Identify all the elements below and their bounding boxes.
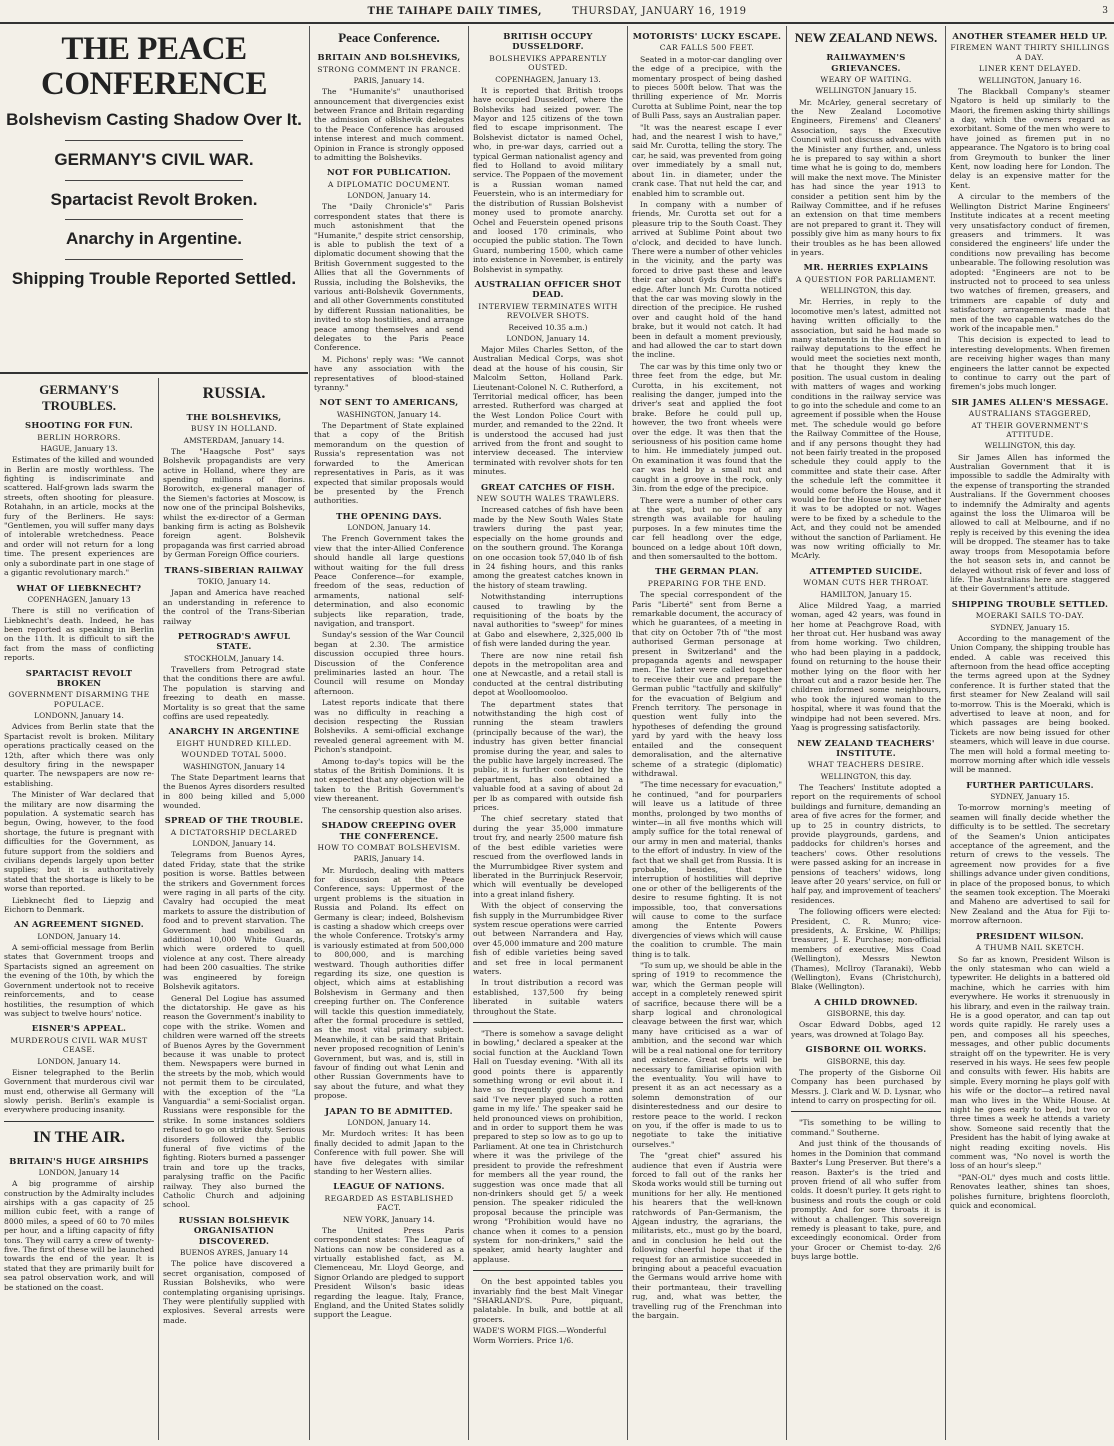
subheadline: INTERVIEW TERMINATES WITH REVOLVER SHOTS. bbox=[478, 301, 618, 321]
divider bbox=[473, 1022, 623, 1023]
lead-line-4: Anarchy in Argentine. bbox=[65, 229, 242, 249]
column-4 bbox=[469, 26, 627, 1440]
subheadline: WEARY OF WAITING. bbox=[820, 74, 912, 84]
article-text: M. Pichons' reply was: "We cannot have any association with the representatives of blood-stained tyranny." bbox=[314, 354, 464, 393]
dateline: WELLINGTON, this day. bbox=[820, 286, 912, 296]
advertisement: On the best appointed tables you invariably find the best Malt Vinegar "SHARLAND'S. Pure, piquant, palatable. In bulk, and bottle at all grocers. bbox=[473, 1277, 623, 1324]
article-text: The Minister of War declared that the military are now disarming the population. A systematic search has begun, Owing, however, to the food shortage, the future is pregnant with difficulties for the Government, as future support from the soldiers and civilians depends largely upon better supplies; but it is authoritatively stated that the shortage is likely to be worse than reported. bbox=[4, 790, 154, 894]
headline: SPARTACIST REVOLT BROKEN bbox=[25, 667, 133, 688]
masthead bbox=[0, 0, 1114, 24]
article-text: The department states that notwithstanding the high cost of running the steam trawlers (principally because of the war), the industry has given better financial promise during the year, and sales to the public have largely increased. The public, it is further contended by the department, has also obtained a valuable food at a saving of about 2d per lb as compared with outside fish prices. bbox=[473, 699, 623, 813]
article-text: "To sum up, we should be able in the spring of 1919 to recommence the war, which the German people will accept in a completely renewed spirit of sacrifice, because there will be a sharp logical and chronological cleavage between the first war, which many have criticised as a war of ambition, and the second war which will be a real national one for territory and existence. Great efforts will be necessary to familiarise opinion with the eventuality. You will have to present it as an act necessary as a solemn demonstration of our disinterestedness and our desire to restore peace to the world. I reckon on you, if the offer is made to us to negotiate to take the initiative ourselves." bbox=[632, 961, 782, 1149]
article-text: With the object of conserving the fish supply in the Murrumbidgee River system rescue operations were carried out between Narrandera and Hay, over 45,000 immature and 200 mature fish of edible varieties being saved and set free in local permanent waters. bbox=[473, 901, 624, 976]
headline: SHADOW CREEPING OVER THE CONFERENCE. bbox=[321, 820, 457, 841]
article-text: A big programme of airship construction by the Admiralty includes airships with a gas capacity of 25 million cubic feet, with a range of 8000 miles, a speed of 60 to 70 miles per hour, and a lifting capacity of fifty tons. They will carry a crew of twenty-five. The first of these will be launched towards the end of the year. It is stated that they are primarily built for sea patrol observation work, and will be stationed on the coast. bbox=[4, 1179, 154, 1292]
subheadline: FIREMEN WANT THIRTY SHILLINGS A DAY. bbox=[950, 43, 1110, 62]
lead-line-5: Shipping Trouble Reported Settled. bbox=[11, 269, 297, 289]
headline: WHAT OF LIEBKNECHT? bbox=[16, 582, 142, 593]
article-text: Liebknecht fled to Liepzig and Eichorn to Denmark. bbox=[4, 895, 154, 915]
section-title: IN THE AIR. bbox=[33, 1128, 125, 1146]
headline: ATTEMPTED SUICIDE. bbox=[809, 565, 923, 576]
subheadline: A DICTATORSHIP DECLARED bbox=[170, 827, 298, 837]
headline: LEAGUE OF NATIONS. bbox=[333, 1181, 445, 1192]
headline: BRITAIN AND BOLSHEVIKS, bbox=[317, 52, 461, 63]
lead-headlines bbox=[0, 26, 308, 374]
headline: SIR JAMES ALLEN'S MESSAGE. bbox=[951, 396, 1109, 407]
column-5 bbox=[628, 26, 786, 1440]
dateline: COPENHAGEN, January 13 bbox=[27, 594, 131, 604]
article-text: The United Press Paris correspondent states: The League of Nations can now be considered as a virtually established fact, as M. Clemenceau, Mr. Lloyd George, and Signor Orlando are pledged to support President Wilson's basic ideas regarding the league. Italy, France, England, and the United States solidly support the League. bbox=[314, 1225, 464, 1320]
article-text: The chief secretary stated that during the year 35,000 immature trout fry, and nearly 2500 mature fish of the best edible varieties were rescued from the overflowed lands in the Murrumbidgee River system and liberated in the Burrinjuck Reservoir, which will eventually be developed into a great inland fishery. bbox=[473, 814, 623, 899]
page-number: 3 bbox=[1102, 6, 1108, 16]
lead-line-2: GERMANY'S CIVIL WAR. bbox=[54, 149, 254, 169]
headline: BRITAIN'S HUGE AIRSHIPS bbox=[9, 1155, 149, 1166]
article-text: To-morrow morning's meeting of seamen will finally decide whether the difficulty is to be settled. The secretary of the Seamen's Union anticipates acceptance of the agreement, and the return of crews to the vessels. The agreement now provides for a five shillings advance under given conditions, in place of the proposed bonus, to which the seamen took exception. The Moeraki and Maheno are advertised to sail for New Zealand and the Atua for Fiji to-morrow afternoon. bbox=[950, 803, 1110, 926]
dateline: WASHINGTON, January 14 bbox=[183, 761, 285, 771]
article-text: The French Government takes the view that the inter-Allied Conference should handle all large questions without waiting for the full dress Peace Conference—for example, freedom of the seas, reduction of armaments, national self-determination, and also economic subjects like reparation, trade, navigation, and transport. bbox=[314, 534, 464, 628]
column-3 bbox=[310, 26, 468, 1440]
article-text: "The time necessary for evacuation," he continued, "and for pourparlers will leave us a latitude of three months, prolonged by two months of winter—in all five months which will amply suffice for the total renewal of our army in men and material, thanks to the effort of industry. In view of the fact that we shall get from Russia. It is probable, besides, that the interruption of hostilities will deprive one or other of the belligerents of the desire to resume fighting. It is not impossible, too, that conversations will cause to come to the surface among the Entente Powers divergencies of views which will cause the coalition to crumble. The main thing is to talk. bbox=[632, 780, 782, 959]
article-text: Among to-day's topics will be the status of the British Dominions. It is not expected that any objection will be taken to the British Government's view thereanent. bbox=[314, 756, 464, 804]
headline: RUSSIAN BOLSHEVIK ORGANISATION DISCOVERED. bbox=[178, 1214, 290, 1246]
article-text: Increased catches of fish have been made by the New South Wales State trawlers during the past year, especially on the home grounds and on the southern ground. The Koranga on one occasion took 57,040 lb of fish in 24 fishing hours, and this ranks among the greatest catches known in the history of steam trawling. bbox=[473, 505, 623, 590]
headline: GISBORNE OIL WORKS. bbox=[805, 1044, 927, 1055]
lead-line-1: Bolshevism Casting Shadow Over It. bbox=[6, 110, 302, 130]
subheadline: A QUESTION FOR PARLIAMENT. bbox=[795, 274, 937, 284]
subheadline: WHAT TEACHERS DESIRE. bbox=[807, 760, 925, 770]
advertisement: "PAN-OL" dyes much and costs little. Renovates leather, shines tan shoes, polishes furniture, brightens floorcloth, quick and economical. bbox=[950, 1172, 1110, 1211]
subheadline: BOLSHEVIKS APPARENTLY OUSTED. bbox=[489, 53, 607, 73]
headline: NOT FOR PUBLICATION. bbox=[327, 167, 451, 178]
headline: AN AGREEMENT SIGNED. bbox=[14, 919, 144, 930]
headline: ANARCHY IN ARGENTINE bbox=[168, 726, 300, 737]
dateline: LONDON, January 14. bbox=[37, 931, 121, 941]
headline: NOT SENT TO AMERICANS, bbox=[319, 397, 459, 408]
subheadline: EIGHT HUNDRED KILLED. bbox=[176, 738, 292, 748]
article-text: Notwithstanding interruptions caused to trawling by the requisitioning of the boats by the naval authorities to "sweep" for mines at Gabo and elsewhere, 2,325,000 lb of fish were landed during the year. bbox=[473, 592, 623, 649]
section-title: Peace Conference. bbox=[338, 30, 440, 45]
divider bbox=[65, 259, 243, 260]
column-6 bbox=[787, 26, 945, 1440]
dateline: WASHINGTON, January 14. bbox=[336, 409, 442, 419]
headline: SHOOTING FOR FUN. bbox=[25, 420, 133, 431]
article-text: The property of the Gisborne Oil Company has been purchased by Messrs. J. Clark and W. D. Lysnar, who intend to carry on prospecting for oil. bbox=[791, 1067, 941, 1106]
article-text: The following officers were elected: President, C. R. Munro; vice-presidents, A. Erskine, W. Phillips; treasurer, J. E. Purchase; non-official members of executive, Miss Coad (Wellington), Messrs Newton (Thames), McIlroy (Taranaki), Webb (Wellington), Evans (Christchurch), Blake (Wellington). bbox=[791, 907, 941, 992]
article-text: There were a number of other cars at the spot, but no rope of any strength was available for hauling purposes. In a few minutes time the car fell headlong over the edge, bounced on a ledge about 10ft down, and then somersaulted to the bottom. bbox=[632, 495, 782, 561]
article-text: Sunday's session of the War Council began at 2.30. The armistice discussion occupied three hours. Discussion of the Conference preliminaries lasted an hour. The Council will resume on Monday afternoon. bbox=[314, 630, 464, 696]
dateline: HAGUE, January 13. bbox=[40, 444, 118, 454]
headline: THE GERMAN PLAN. bbox=[655, 566, 759, 577]
article-text: According to the management of the Union Company, the shipping trouble has ended. A cable was received this afternoon from the head office accepting the terms agreed upon at the Sydney conference. It is further stated that the first steamer for New Zealand will sail to-morrow. This is the Moeraki, which is advertised to leave at noon, and for which passages are being booked. Tickets are now being issued for other steamers, which will leave in due course. The men will hold a formal meeting to-morrow morning after which idle vessels will be manned. bbox=[950, 633, 1110, 775]
column-7 bbox=[946, 26, 1114, 1440]
article-text: Japan and America have reached an understanding in reference to the control of the Trans-Siberian railway bbox=[163, 588, 305, 626]
dateline: AMSTERDAM, January 14. bbox=[183, 435, 285, 445]
divider bbox=[65, 219, 243, 220]
divider bbox=[65, 140, 243, 141]
article-text: The special correspondent of the Paris "Liberté" sent from Berne a remarkable document, the accuracy of which he guarantees, of a meeting in that city on October 7th of "the most authorised German personage at present in Switzerland" and the propaganda agents and newspaper men. The latter were called together to receive their cue and prepare the German public "tactfully and skilfully" for the evacuation of Belgium and French territory. The personage in question went fully into the hypotheses of defending the ground yard by yard with the heavy loss entailed and the consequent demoralisation, and the alternative scheme of a strategic (diplomatic) withdrawal. bbox=[632, 590, 782, 778]
advertisement: WADE'S WORM FIGS.—Wonderful Worm Worriers. Price 1/6. bbox=[473, 1326, 607, 1345]
article-text: In company with a number of friends, Mr. Curotta set out for a pleasure trip to the South Coast. They arrived at Sublime Point about two o'clock, and decided to have lunch. There were a number of other vehicles in the vicinity, and the party was forced to drive past these and leave their car about 6yds from the cliff's edge. After lunch Mr. Curotta noticed that the car was moving slowly in the direction of the precipice. He rushed over and caught hold of the hand brake, but it would not catch. It had been in default a moment previously, and had allowed the car to start down the incline. bbox=[632, 199, 782, 360]
article-text: Mr. Herries, in reply to the locomotive men's latest, admitted not having written officially to the association, but said he had made so many statements in the House and in railway deputations to the effect he would meet the societies next month, that he thought they knew the position. The usual custom in dealing with matters of wages and working conditions in the railway service was to go into the schedule and come to an agreement if possible when the House met. The schedule would go before the Railway Committee of the House, and if any persons thought they had not been fairly treated in the proposed schedule they could apply to the committee and state their case. After the schedule left the committee it would come before the House, and it would be for the House to say whether it was to be adopted or not. Wages were to be fixed by a schedule to the Act, and they could not be amended without the sanction of Parliament. He was now writing officially to Mr. McArly. bbox=[791, 297, 941, 561]
dateline: LONDON, January 14. bbox=[347, 1118, 431, 1128]
article-text: The censorship question also arises. bbox=[322, 805, 462, 815]
headline: MOTORISTS' LUCKY ESCAPE. bbox=[632, 31, 782, 41]
article-text: It is reported that British troops have occupied Dusseldorf, where the Bolsheviks had seized power. The Mayor and 125 citizens of the town fled to escape imprisonment. The Bolshevist dictator is named Ochel, who, in pre-war days, carried out a typical German nationalist agency and fled to Holland to avoid military service. The Poppaen of the movement is a Russian woman named Feuerstein, who is an intermediary for the distribution of Russian Bolshevist money used to promote anarchy. Ochel and Feuerstein opened prisons and loosed 170 criminals, who occupied the public station. The Town Guard, numbering 1500, which came into existence in November, is entirely Bolshevist in sympathy. bbox=[473, 85, 623, 274]
dateline: NEW YORK, January 14. bbox=[343, 1214, 435, 1224]
dateline: BUENOS AYRES, January 14 bbox=[179, 1248, 289, 1258]
dateline: LONDON, January 14. bbox=[37, 1056, 121, 1066]
article-text: The State Department learns that the Buenos Ayres disorders resulted in 800 being killed and 5,000 wounded. bbox=[163, 772, 305, 810]
dateline: SYDNEY, January 15. bbox=[990, 622, 1070, 632]
section-title: NEW ZEALAND NEWS. bbox=[794, 30, 938, 45]
subheadline: A THUMB NAIL SKETCH. bbox=[975, 943, 1085, 953]
article-text: The Department of State explained that a copy of the British memorandum on the question of Russia's representation was not forwarded to the American representatives in Paris, as it was expected that similar proposals would be presented by the French authorities. bbox=[314, 421, 464, 506]
article-text: "It was the nearest escape I ever had, and the nearest I wish to have," said Mr. Curotta, telling the story. The car, he said, was prevented from going over immediately by a small nut, about 1in. in diameter, under the crank case. That nut held the car, and enabled him to scramble out. bbox=[632, 122, 782, 198]
dateline: COPENHAGEN, January 13. bbox=[495, 74, 601, 84]
article-text: The police have discovered a secret organisation, composed of Russian Bolsheviks, who were contemplating organising uprisings. They were plentifully supplied with explosives. Several arrests were made. bbox=[163, 1259, 305, 1325]
subheadline: HOW TO COMBAT BOLSHEVISM. bbox=[317, 842, 461, 852]
article-text: Advices from Berlin state that the Spartacist revolt is broken. Military operations practically ceased on the 12th, after which there was only desultory firing in the newspaper quarter. The newspapers are now re-establishing. bbox=[4, 722, 154, 788]
dateline: WELLINGTON, January 16. bbox=[978, 75, 1082, 85]
subheadline: MURDEROUS CIVIL WAR MUST CEASE. bbox=[10, 1035, 148, 1055]
dateline: PARIS, January 14. bbox=[353, 75, 425, 85]
article-text: Sir James Allen has informed the Australian Government that it is impossible to saddle the Admiralty with the expense of transporting the stranded Australians. If the Government chooses to indemnify the Admiralty and agents against the loss the Ulimaroa will be allowed to call at Melbourne, and if no reply is received by this evening the idea will be dropped. The steamer has to take away troops from Mesopotamia before the hot season sets in, and cannot be delayed without risk of fever and loss of life. The Australians here are staggered at their Government's attitude. bbox=[950, 452, 1110, 594]
article-text: The "Haagsche Post" says Bolshevik propagandists are very active in Holland, where they are spending millions of florins. Borowitch, ex-general manager of the Siemen's factories at Moscow, is now one of the principal Bolsheviks, whilst the ex-director of a German banking firm is acting as Bolshevik foreign agent. Bolshevik propaganda was first carried abroad by German Foreign Office couriers. bbox=[163, 446, 305, 560]
article-text: Alice Mildred Yaag, a married woman, aged 42 years, was found in her home at Peachgrove Road, with her throat cut. Her husband was away from home working. Two children, who had been playing in a paddock, found on returning to the house their mother lying on the floor with her throat cut and a razor beside her. The children informed some neighbours, who took the injured woman to the hospital, where it was found that the windpipe had not been severed. Mrs. Yaag is progressing satisfactorily. bbox=[791, 600, 941, 733]
headline: TRANS-SIBERIAN RAILWAY bbox=[164, 564, 304, 575]
article-text: There are now nine retail fish depots in the metropolitan area and one at Newcastle, and a retail stall is conducted at the central distributing depot at Woolloomooloo. bbox=[473, 650, 623, 698]
dateline: Received 10.35 a.m.) bbox=[508, 322, 588, 332]
subheadline: LINER KENT DELAYED. bbox=[979, 64, 1081, 74]
subheadline: BUSY IN HOLLAND. bbox=[190, 424, 278, 434]
dateline: STOCKHOLM, January 14. bbox=[183, 653, 284, 663]
subheadline: STRONG COMMENT IN FRANCE. bbox=[317, 64, 461, 74]
lead-line-3: Spartacist Revolt Broken. bbox=[50, 189, 258, 209]
headline: SHIPPING TROUBLE SETTLED. bbox=[951, 598, 1109, 609]
headline: GREAT CATCHES OF FISH. bbox=[480, 481, 616, 492]
dateline: GISBORNE, this day. bbox=[826, 1056, 906, 1066]
article-text: There is still no verification of Liebknecht's death. Indeed, he has been reported as speaking in Berlin on the 11th. It is difficult to sift the fact from the mass of conflicting reports. bbox=[4, 606, 154, 663]
subheadline: REGARDED AS ESTABLISHED FACT. bbox=[324, 1193, 454, 1213]
article-text: Major Miles Charles Setton, of the Australian Medical Corps, was shot dead at the house of his cousin, Sir Malcolm Setton, Holland Park. Lieutenant-Colonel N. C. Rutherford, a Territorial medical officer, has been arrested. Rutherford was charged at the West London Police Court with murder, and remanded to the 22nd. It is understood the accused had just arrived from the front and sought to interview deceased. The interview terminated with revolver shots for ten minutes. bbox=[473, 344, 623, 477]
dateline: TOKIO, January 14. bbox=[197, 577, 271, 587]
dateline: WELLINGTON January 15. bbox=[815, 86, 917, 96]
subheadline: AT THEIR GOVERNMENT'S ATTITUDE. bbox=[971, 420, 1089, 440]
article-text: Oscar Edward Dobbs, aged 12 years, was drowned at Tolago Bay. bbox=[791, 1020, 941, 1039]
article-text: The car was by this time only two or three feet from the edge, but Mr. Curotta, in his excitement, not realising the danger, jumped into the driver's seat and applied the foot brake. Before he could pull up, however, the two front wheels were over the edge. It was then that the seriousness of his position came home to him. He immediately jumped out. On examination it was found that the car was held by a small nut and caught in a groove in the rock, only 3in. from the edge of the precipice. bbox=[632, 361, 782, 494]
article-text: The "Humanite's" unauthorised announcement that divergencies exist between France and Britain regarding the admission of oBlshevik delegates to the Peace Conference has aroused intense interest and much comment. Opinion in France is strongly opposed to admitting the Bolsheviks. bbox=[314, 87, 464, 162]
headline: PETROGRAD'S AWFUL STATE. bbox=[177, 630, 291, 652]
article-text: In trout distribution a record was established, 137,500 fry being liberated in suitable waters throughout the State. bbox=[473, 978, 623, 1016]
issue-date: THURSDAY, JANUARY 16, 1919 bbox=[571, 5, 747, 17]
lead-title: THE PEACE CONFERENCE bbox=[40, 31, 268, 102]
divider bbox=[791, 1111, 941, 1112]
dateline: LONDON, January 14 bbox=[38, 1168, 120, 1178]
dateline: HAMILTON, January 15. bbox=[820, 589, 912, 599]
headline: MR. HERRIES EXPLAINS bbox=[803, 262, 929, 273]
headline: ANOTHER STEAMER HELD UP. bbox=[952, 31, 1108, 41]
advertisement: "Tis something to be willing to command." Southerne. bbox=[791, 1118, 941, 1137]
article-text: Telegrams from Buenos Ayres, dated Friday, state that the strike position is worse. Battles between the strikers and Government forces were raging in all parts of the city. Cavalry had occupied the meat markets to assure the distribution of food and to prevent starvation. The Government had mobilised an additional 10,000 White Guards, which were ordered to quell violence at any cost. There already had been 200 casualties. The strike was engineered by foreign Bolshevik agitators. bbox=[163, 850, 305, 992]
article-text: A circular to the members of the Wellington District Marine Engineers' Institute indicates at a recent meeting very unsatisfactory conduct of firemen, greasers and trimmers. It was considered the engineers' life under the conditions now prevailing has become unbearable. The following resolution was adopted: "Engineers are not to be instructed not to proceed to sea unless two watches of firemen, greasers, and trimmers are capable of duty and satisfactory arrangements made that men of the two capable watches do the work of the incapable men." bbox=[950, 192, 1110, 333]
column-2 bbox=[159, 378, 309, 1440]
headline: AUSTRALIAN OFFICER SHOT DEAD. bbox=[474, 278, 622, 300]
subheadline: MOERAKI SAILS TO-DAY. bbox=[975, 611, 1085, 621]
article-text: General Del Logiue has assumed the dictatorship. He gave as his reason the Government's inability to cope with the strike. Women and children were warned off the streets of Buenos Ayres by the Government because it was unable to protect them. Newspapers were burned in the streets by the mob, which would not permit them to be circulated, with the exception of the "La Vanguardia" a semi-Socialist organ. Russians were responsible for the strike. In some instances soldiers refused to go on strike duty. Serious disorders followed the public funeral of five victims of the fighting. Rioters burned a passenger train and tore up the tracks, paralysing traffic on the Pacific railway. They also burned the Catholic Church and adjoining school. bbox=[163, 993, 305, 1210]
dateline: LONDON, January 14. bbox=[506, 333, 590, 343]
headline: A CHILD DROWNED. bbox=[814, 996, 918, 1007]
dateline: WELLINGTON, this day. bbox=[820, 771, 912, 781]
headline: NEW ZEALAND TEACHERS' INSTITUTE. bbox=[797, 737, 935, 758]
article-text: Seated in a motor-car dangling over the edge of a precipice, with the momentary prospect of being dashed to pieces 500ft below. That was the thrilling experience of Mr. Morris Curotta at Sublime Point, near the top of Bulli Pass, says an Australian paper. bbox=[632, 54, 782, 121]
subheadline: PREPARING FOR THE END. bbox=[647, 578, 767, 588]
subheadline: AUSTRALIANS STAGGERED, bbox=[968, 409, 1092, 419]
headline: RAILWAYMEN'S GRIEVANCES. bbox=[826, 52, 906, 73]
article-text: So far as known, President Wilson is the only statesman who can wield a typewriter. He delights in a battered old machine, which he carries with him everywhere. He works it strenuously in his library, and even in the railway train. He is a good operator, and can tap out words quite rapidly. He rarely uses a pen, and composes all his speeches, messages, and other public documents straight off on the typewriter. He is very reserved in his ways. He sees few people and consults with fewer. His habits are simple. Every morning he plays golf with his wife or the doctor—a retired naval man who lives in the White House. At night he goes early to bed, but two or three times a week he attends a variety show. Someone said recently that the President has the habit of lying awake at night reading exciting novels. His comment was, "No novel is worth the loss of an hour's sleep." bbox=[950, 954, 1110, 1171]
subheadline: WOMAN CUTS HER THROAT. bbox=[803, 578, 929, 588]
article-text: The "Daily Chronicle's" Paris correspondent states that there is much astonishment that the "Humanite," despite strict censorship, is able to publish the text of a diplomatic document showing that the British Government suggested to the Allies that all the Governments of Russia, including the Bolsheviks, the various anti-Bolshevik Governments, and all other Governments constituted by different Russian nationalities, be invited to stop hostilities, and arrange peace among themselves and send delegates to the Paris Peace Conference. bbox=[314, 202, 464, 353]
headline: SPREAD OF THE TROUBLE. bbox=[164, 815, 304, 826]
dateline: LONDON, January 14. bbox=[192, 839, 276, 849]
article-text: This decision is expected to lead to interesting developments. When firemen are receiving higher wages than many engineers the latter cannot be expected to continue to carry out the part of firemen's jobs much longer. bbox=[950, 335, 1110, 392]
article-text: The Teachers' Institute adopted a report on the requirements of school buildings and furniture, demanding an area of five acres for the former, and up to 25 in country districts, to provide playgrounds, gardens, and paddocks for children's horses and teachers' cows. Other resolutions were passed asking for an increase in pensions of teachers' widows, long leave after 20 years' service, on full or half pay, and improvement of teachers' residences. bbox=[791, 782, 941, 905]
section-title: RUSSIA. bbox=[202, 385, 266, 402]
article-text: Latest reports indicate that there was no difficulty in reaching a decision respecting the Russian Bolsheviks. A semi-official exchange revealed general agreement with M. Pichon's standpoint. bbox=[314, 698, 464, 755]
subheadline: WOUNDED TOTAL 5000. bbox=[181, 750, 287, 760]
headline: BRITISH OCCUPY DUSSELDORF. bbox=[503, 31, 593, 52]
subheadline: A DIPLOMATIC DOCUMENT. bbox=[327, 179, 451, 189]
article-text: Eisner telegraphed to the Berlin Government that murderous civil war must end, otherwise all Germany will slowly perish. Berlin's example is everywhere producing insanity. bbox=[4, 1067, 154, 1115]
divider bbox=[4, 1121, 154, 1122]
subheadline: BERLIN HORRORS. bbox=[37, 432, 121, 442]
dateline: LONDON, January 14. bbox=[347, 191, 431, 201]
column-1 bbox=[0, 378, 158, 1440]
dateline: WELLINGTON, this day. bbox=[984, 441, 1076, 451]
divider bbox=[473, 1270, 623, 1271]
headline: THE OPENING DAYS. bbox=[336, 510, 442, 521]
advertisement: And just think of the thousands of homes in the Dominion that command Baxter's Lung Preserver. But there's a reason. Baxter's is the tried and proven friend of all who suffer from colds. It doesn't purley. It gets right to business and routs the cough or cold promptly. And for sore throats it is without a challenger. This sovereign remedy is pleasant to take, pure, and exceedingly economical. Order from your Grocer or Chemist to-day. 2/6 buys large bottle. bbox=[791, 1139, 941, 1262]
headline: EISNER'S APPEAL. bbox=[31, 1023, 127, 1034]
dateline: SYDNEY, January 15. bbox=[990, 792, 1070, 802]
article-text: Travellers from Petrograd state that the conditions there are awful. The population is starving and freezing to death en masse. Mortality is so great that the same coffins are used repeatedly. bbox=[163, 664, 305, 721]
subheadline: NEW SOUTH WALES TRAWLERS. bbox=[476, 494, 620, 504]
divider bbox=[65, 180, 243, 181]
headline: FURTHER PARTICULARS. bbox=[966, 779, 1094, 790]
article-text: The "great chief" assured his audience that even if Austria were forced to fall out of the ranks her Skoda works would still be turning out munitions for her ally. He mentioned his hearers that the well-known ratchwords of Pan-Germanism, the Ajgean industry, the agrarians, the militarists, etc., must go by the board, and in conclusion he held out the following cheerful hope that if the request for an armistice succeeded in bringing about a peaceful evacuation the Germans would arrive home with their portmanteau, their travelling rug, and, what was better, the travelling rug of the Frenchman into the bargain. bbox=[632, 1151, 782, 1321]
dateline: LONDONN, January 14. bbox=[34, 711, 124, 721]
dateline: GISBORNE, this day. bbox=[826, 1009, 906, 1019]
headline: THE BOLSHEVIKS, bbox=[186, 411, 282, 422]
subheadline: CAR FALLS 500 FEET. bbox=[659, 43, 755, 53]
article-text: Estimates of the killed and wounded in Berlin are mostly worthless. The fighting is indiscriminate and scattered. Half-grown lads swarm the streets, often shooting for pleasure. Rotahahn, in an article, mocks at the fury of the Berliners. He says: "Gentlemen, you will suffer many days of intolerable wretchedness. Peace and order will not return for a long time. The present experiences are only a subordinate part in one stage of a gigantic revolutionary march." bbox=[4, 455, 154, 578]
article-text: A semi-official message from Berlin states that Government troops and Spartacists signed an agreement on the evening of the 10th, by which the Government undertook not to receive reinforcements, and to cease hostilities, the resumption of which was subject to twelve hours' notice. bbox=[4, 943, 154, 1018]
paper-name: THE TAIHAPE DAILY TIMES, bbox=[367, 5, 542, 17]
article-text: Mr. Murdoch writes: It has been finally decided to admit Japan to the Conference with full power. She will have five delegates with similar standing to her Western allies. bbox=[314, 1129, 464, 1176]
article-text: The Blackball Company's steamer Ngatoro is held up similarly to the Maori, the firemen asking thirty shillings a day, which the owners regard as exorbitant. Some of the men who were to have joined as firemen put in no appearance. The Ngatoro is to bring coal from Greymouth to bunker the liner Kent, now loading here for London. The delay is an expensive matter for the Kent. bbox=[950, 86, 1110, 190]
subheadline: GOVERNMENT DISARMING THE POPULACE. bbox=[8, 690, 150, 709]
headline: PRESIDENT WILSON. bbox=[976, 930, 1084, 941]
article-text: Mr. Murdoch, dealing with matters for discussion at the Peace Conference, says: Uppermost of the urgent problems is the situation in Russia and Poland. Its effect on Germany is clear; indeed, Bolshevism is casting a shadow which creeps over the whole Conference. Trotsky's army is variously estimated at from 500,000 to 800,000, and is marching westward. Though authorities differ regarding its size, one question is object, which aims at establishing Bolshevism in Germany and then creeping further on. The Conference will tackle this question immediately, after the formal procedure is settled, as the most vital primary subject. Meanwhile, it can be said that Britain never proposed recognition of Lenin's Government, but was, and is, still in favour of finding out what Lenin and other Russian Governments have to say about the future, and what they propose. bbox=[314, 865, 464, 1101]
article-text: Mr. McArley, general secretary of the New Zealand Locomotive Engineers, Firemens' and Cleaners' Association, says the Executive Council will not discuss advances with the Minister any further, and, unless he is prepared to say within a short time what he is going to do, members will make the next move. The Minister has had since the year 1913 to consider a petition sent him by the Railway Committee, and if he refuses an extension on that time members are not prepared to grant it. They will possibly give him as many hours to fix their troubles as he has been allowed in years. bbox=[791, 97, 941, 258]
section-title: GERMANY'S TROUBLES. bbox=[39, 382, 119, 414]
dateline: PARIS, January 14. bbox=[353, 854, 425, 864]
dateline: LONDON, January 14. bbox=[347, 523, 431, 533]
headline: JAPAN TO BE ADMITTED. bbox=[325, 1105, 453, 1116]
article-text: "There is somehow a savage delight in bowling," declared a speaker at the social function at the Auckland Town Hall on Tuesday evening. "With all its good points there is apparently something wrong or evil about it. I have so frequently gone home and said 'I've never played such a rotten game in my life.' The speaker said he held pronounced views on prohibition, and in order to support them he was prepared to step so low as to go up to Parliament. At one tea in Christchurch where it was the privilege of the president to provide the refreshment for members all the year round, the suggestion was once made that all non-drinkers should get 5/ a week pension. The speaker ridiculed the proposal because the principle was wrong "Prohibition would have no chance when it comes to a pension system for non-drinkers," said the speaker, amid hearty laughter and applause. bbox=[473, 1029, 623, 1264]
